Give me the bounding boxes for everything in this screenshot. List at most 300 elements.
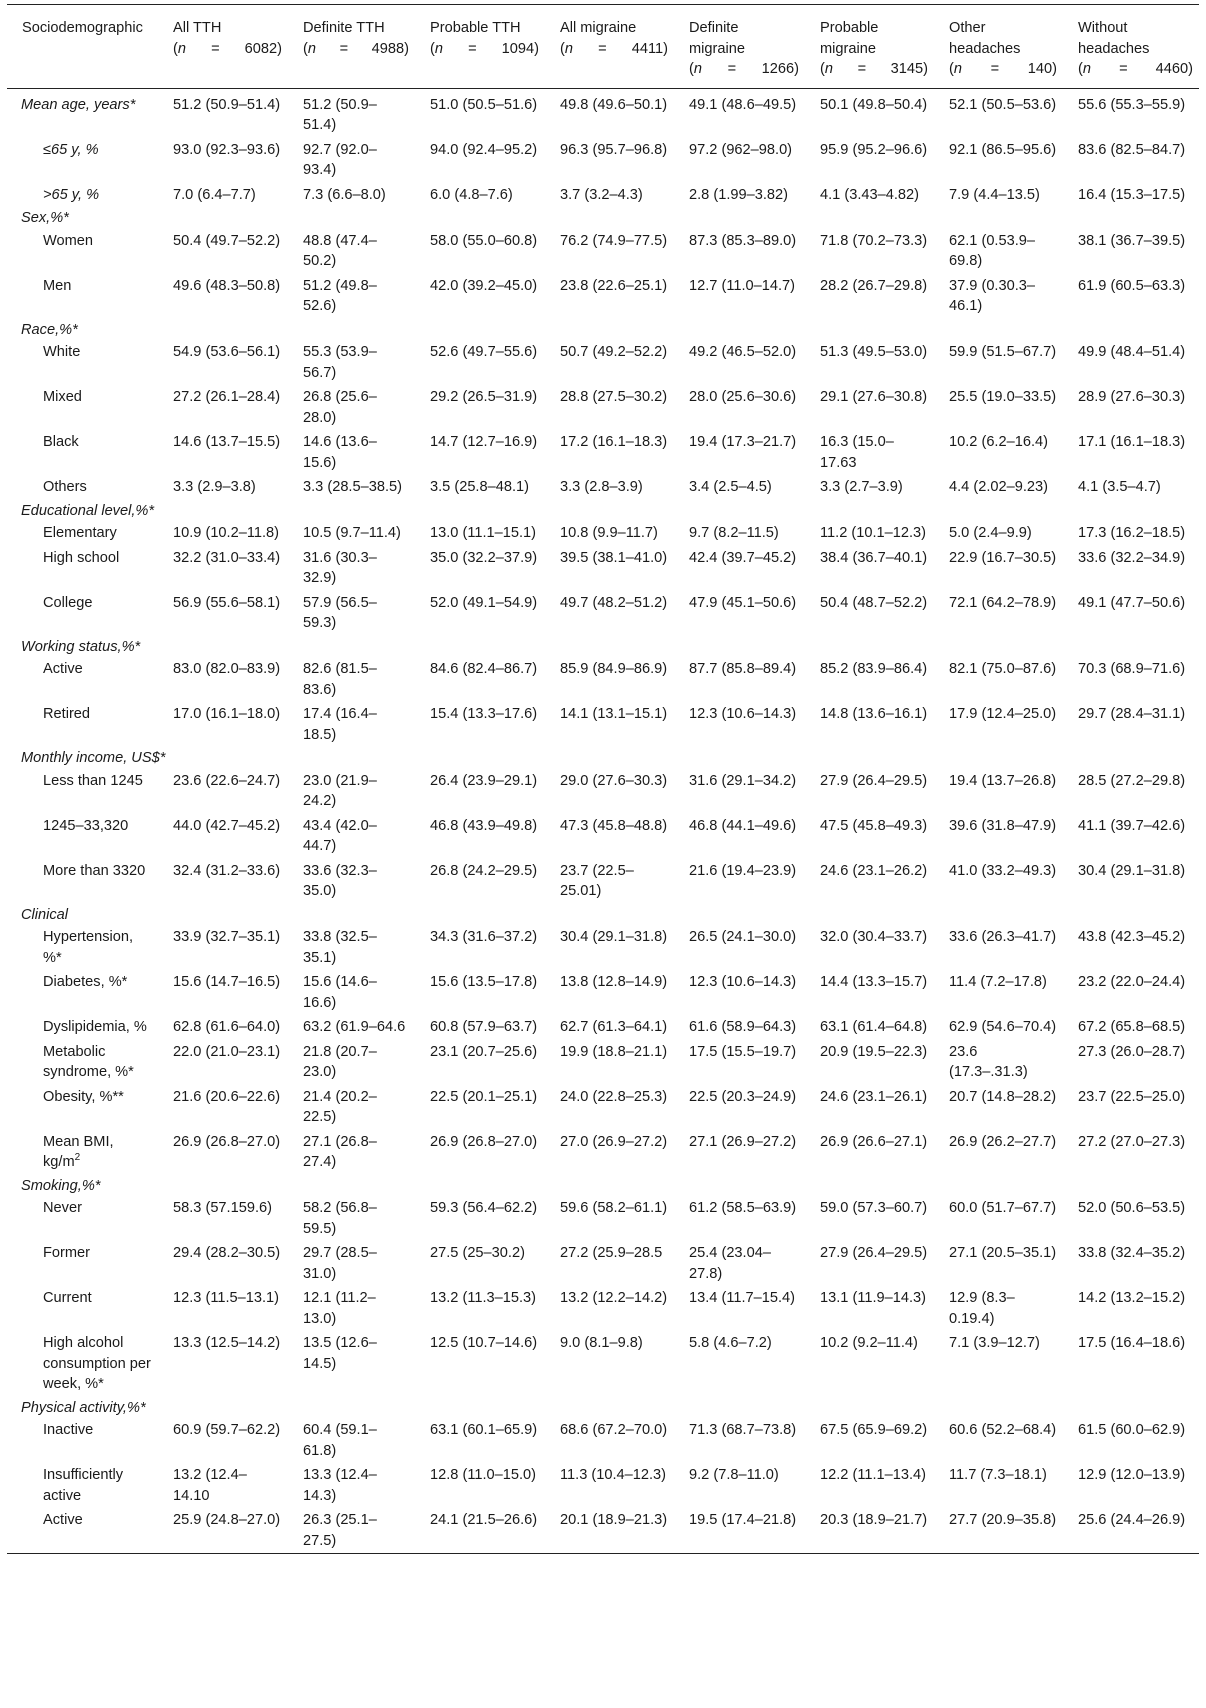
header-n bbox=[689, 59, 799, 80]
row-label-text: Mean age, years* bbox=[21, 96, 136, 113]
header-n bbox=[949, 59, 1057, 80]
table-cell: 59.6 (58.2–61.1) bbox=[560, 1200, 668, 1216]
section-label: Clinical bbox=[21, 906, 69, 923]
table-cell: 28.8 (27.5–30.2) bbox=[560, 389, 668, 405]
table-cell: 10.2 (6.2–16.4) bbox=[949, 434, 1048, 450]
n-count: 6082 bbox=[244, 40, 278, 57]
table-cell: 41.1 (39.7–42.6) bbox=[1078, 817, 1186, 834]
table-cell: 21.6 (19.4–23.9) bbox=[689, 862, 797, 879]
section-row bbox=[7, 747, 1199, 769]
row-label bbox=[7, 521, 158, 546]
table-cell: 14.8 (13.6–16.1) bbox=[820, 706, 928, 722]
row-label-text: College bbox=[43, 594, 93, 611]
row-label bbox=[7, 546, 158, 591]
row-label bbox=[7, 657, 158, 702]
table-cell: 67.2 (65.8–68.5) bbox=[1078, 1019, 1186, 1035]
table-cell: 54.9 (53.6–56.1) bbox=[173, 344, 281, 360]
table-cell: 28.2 (26.7–29.8) bbox=[820, 277, 928, 294]
table-cell: 14.4 (13.3–15.7) bbox=[820, 974, 928, 990]
header-title: headaches bbox=[1078, 40, 1150, 57]
section-row bbox=[7, 319, 1199, 341]
table-cell: 38.4 (36.7–40.1) bbox=[820, 549, 928, 566]
table-cell: 49.9 (48.4–51.4) bbox=[1078, 344, 1186, 360]
table-cell: 49.2 (46.5–52.0) bbox=[689, 344, 797, 360]
table-row bbox=[7, 1130, 1199, 1175]
table-row bbox=[7, 970, 1199, 1015]
table-cell: 33.8 (32.5–35.1) bbox=[303, 929, 377, 966]
header-col bbox=[934, 5, 1063, 89]
table-cell: 17.2 (16.1–18.3) bbox=[560, 434, 668, 450]
table-cell: 34.3 (31.6–37.2) bbox=[430, 929, 538, 945]
table-cell: 29.0 (27.6–30.3) bbox=[560, 772, 668, 789]
header-col bbox=[674, 5, 805, 89]
n-count: 1094 bbox=[501, 40, 535, 57]
table-cell: 7.1 (3.9–12.7) bbox=[949, 1335, 1040, 1351]
table-cell: 10.5 (9.7–11.4) bbox=[303, 525, 401, 541]
table-cell: 3.3 (2.8–3.9) bbox=[560, 479, 643, 495]
table-body bbox=[7, 88, 1199, 1554]
table-cell: 5.8 (4.6–7.2) bbox=[689, 1335, 772, 1351]
header-row bbox=[7, 5, 1199, 89]
table-cell: 83.0 (82.0–83.9) bbox=[173, 661, 281, 677]
table-row bbox=[7, 925, 1199, 970]
row-label-text: Diabetes, %* bbox=[43, 974, 128, 990]
row-label-text: Women bbox=[43, 232, 94, 249]
table-cell: 63.2 (61.9–64.6 bbox=[303, 1019, 406, 1035]
table-cell: 31.6 (30.3–32.9) bbox=[303, 549, 377, 586]
table-cell: 12.3 (11.5–13.1) bbox=[173, 1290, 280, 1306]
table-row bbox=[7, 1015, 1199, 1040]
table-cell: 24.6 (23.1–26.2) bbox=[820, 862, 928, 879]
row-label bbox=[7, 1418, 158, 1463]
row-label bbox=[7, 1463, 158, 1508]
table-cell: 33.6 (32.2–34.9) bbox=[1078, 549, 1186, 566]
table-cell: 60.9 (59.7–62.2) bbox=[173, 1422, 281, 1438]
table-cell: 17.4 (16.4–18.5) bbox=[303, 706, 377, 743]
table-cell: 19.4 (17.3–21.7) bbox=[689, 434, 797, 450]
header-title: Without bbox=[1078, 20, 1128, 36]
table-cell: 84.6 (82.4–86.7) bbox=[430, 661, 538, 677]
row-label-text: Elementary bbox=[43, 525, 117, 541]
table-cell: 27.1 (26.9–27.2) bbox=[689, 1133, 797, 1150]
row-label bbox=[7, 229, 158, 274]
row-label bbox=[7, 1331, 158, 1397]
n-equals: = bbox=[727, 61, 737, 77]
table-cell: 12.7 (11.0–14.7) bbox=[689, 277, 796, 294]
table-cell: 42.0 (39.2–45.0) bbox=[430, 277, 538, 294]
table-cell: 4.1 (3.5–4.7) bbox=[1078, 479, 1161, 495]
table-cell: 22.5 (20.3–24.9) bbox=[689, 1088, 797, 1105]
table-cell: 82.6 (81.5–83.6) bbox=[303, 661, 377, 698]
row-label bbox=[7, 925, 158, 970]
table-cell: 27.7 (20.9–35.8) bbox=[949, 1512, 1057, 1528]
row-label-text: Inactive bbox=[43, 1422, 94, 1438]
row-label-text: Insufficiently active bbox=[43, 1467, 124, 1504]
table-cell: 9.2 (7.8–11.0) bbox=[689, 1467, 779, 1483]
table-cell: 17.0 (16.1–18.0) bbox=[173, 706, 281, 722]
table-cell: 19.5 (17.4–21.8) bbox=[689, 1512, 797, 1528]
table-cell: 33.9 (32.7–35.1) bbox=[173, 929, 281, 945]
table-row bbox=[7, 814, 1199, 859]
table-cell: 17.5 (15.5–19.7) bbox=[689, 1043, 797, 1060]
table-cell: 23.1 (20.7–25.6) bbox=[430, 1043, 538, 1060]
table-cell: 59.0 (57.3–60.7) bbox=[820, 1200, 928, 1216]
table-cell: 61.9 (60.5–63.3) bbox=[1078, 277, 1186, 294]
row-label-text: Less than 1245 bbox=[43, 772, 143, 789]
table-row bbox=[7, 859, 1199, 904]
table-cell: 11.2 (10.1–12.3) bbox=[820, 525, 927, 541]
header-n bbox=[820, 59, 928, 80]
table-cell: 11.7 (7.3–18.1) bbox=[949, 1467, 1047, 1483]
n-value bbox=[891, 59, 928, 80]
table-row bbox=[7, 1286, 1199, 1331]
table-cell: 12.9 (12.0–13.9) bbox=[1078, 1467, 1186, 1483]
table-cell: 6.0 (4.8–7.6) bbox=[430, 186, 513, 203]
table-cell: 59.9 (51.5–67.7) bbox=[949, 344, 1057, 360]
table-cell: 27.5 (25–30.2) bbox=[430, 1245, 525, 1261]
table-cell: 70.3 (68.9–71.6) bbox=[1078, 661, 1186, 677]
table-cell: 52.0 (50.6–53.5) bbox=[1078, 1200, 1186, 1216]
row-label bbox=[7, 274, 158, 319]
row-label-text: Metabolic syndrome, %* bbox=[43, 1043, 134, 1080]
table-cell: 26.3 (25.1–27.5) bbox=[303, 1512, 377, 1549]
table-cell: 48.8 (47.4–50.2) bbox=[303, 232, 377, 269]
table-cell: 20.3 (18.9–21.7) bbox=[820, 1512, 928, 1528]
table-cell: 95.9 (95.2–96.6) bbox=[820, 141, 928, 158]
row-label-text: Black bbox=[43, 434, 79, 450]
table-cell: 15.6 (13.5–17.8) bbox=[430, 974, 538, 990]
header-col bbox=[1063, 5, 1199, 89]
table-cell: 20.9 (19.5–22.3) bbox=[820, 1043, 928, 1060]
table-cell: 32.2 (31.0–33.4) bbox=[173, 549, 281, 566]
table-cell: 62.8 (61.6–64.0) bbox=[173, 1019, 281, 1035]
table-cell: 23.7 (22.5–25.0) bbox=[1078, 1088, 1186, 1105]
table-cell: 50.4 (48.7–52.2) bbox=[820, 594, 928, 611]
n-value bbox=[502, 39, 539, 60]
table-cell: 13.4 (11.7–15.4) bbox=[689, 1290, 796, 1306]
table-cell: 10.9 (10.2–11.8) bbox=[173, 525, 280, 541]
row-label-text: More than 3320 bbox=[43, 862, 146, 879]
n-label: (n bbox=[303, 40, 316, 57]
row-label bbox=[7, 859, 158, 904]
table-cell: 33.8 (32.4–35.2) bbox=[1078, 1245, 1186, 1261]
table-cell: 50.7 (49.2–52.2) bbox=[560, 344, 668, 360]
table-cell: 3.7 (3.2–4.3) bbox=[560, 186, 643, 203]
table-cell: 26.9 (26.8–27.0) bbox=[430, 1133, 538, 1150]
header-col bbox=[415, 5, 545, 89]
header-title: migraine bbox=[689, 40, 745, 57]
row-label bbox=[7, 138, 158, 183]
row-label bbox=[7, 591, 158, 636]
table-cell: 60.4 (59.1–61.8) bbox=[303, 1422, 377, 1459]
row-label bbox=[7, 1085, 158, 1130]
table-cell: 16.3 (15.0–17.63 bbox=[820, 434, 894, 471]
row-label bbox=[7, 702, 158, 747]
table-cell: 52.6 (49.7–55.6) bbox=[430, 344, 538, 360]
table-cell: 20.1 (18.9–21.3) bbox=[560, 1512, 668, 1528]
table-cell: 29.7 (28.4–31.1) bbox=[1078, 706, 1186, 722]
table-cell: 14.6 (13.6–15.6) bbox=[303, 434, 377, 471]
table-cell: 71.8 (70.2–73.3) bbox=[820, 232, 928, 249]
row-label-text: White bbox=[43, 344, 81, 360]
row-label bbox=[7, 475, 158, 500]
table-cell: 3.3 (2.7–3.9) bbox=[820, 479, 903, 495]
table-cell: 5.0 (2.4–9.9) bbox=[949, 525, 1032, 541]
table-row bbox=[7, 88, 1199, 138]
table-cell: 19.9 (18.8–21.1) bbox=[560, 1043, 668, 1060]
header-title: Definite bbox=[689, 20, 739, 36]
n-label: (n bbox=[1078, 61, 1091, 77]
table-cell: 25.5 (19.0–33.5) bbox=[949, 389, 1057, 405]
table-cell: 11.4 (7.2–17.8) bbox=[949, 974, 1047, 990]
table-row bbox=[7, 1508, 1199, 1554]
header-n bbox=[303, 39, 409, 60]
table-cell: 67.5 (65.9–69.2) bbox=[820, 1422, 928, 1438]
n-count: 4460 bbox=[1155, 61, 1189, 77]
table-row bbox=[7, 1196, 1199, 1241]
row-label bbox=[7, 1286, 158, 1331]
table-cell: 26.9 (26.8–27.0) bbox=[173, 1133, 281, 1150]
table-cell: 3.5 (25.8–48.1) bbox=[430, 479, 529, 495]
table-cell: 39.6 (31.8–47.9) bbox=[949, 817, 1057, 834]
table-cell: 17.3 (16.2–18.5) bbox=[1078, 525, 1186, 541]
table-cell: 13.2 (11.3–15.3) bbox=[430, 1290, 537, 1306]
table-cell: 13.3 (12.5–14.2) bbox=[173, 1335, 281, 1351]
table-cell: 62.1 (0.53.9–69.8) bbox=[949, 232, 1036, 269]
table-row bbox=[7, 546, 1199, 591]
row-label bbox=[7, 1040, 158, 1085]
table-row bbox=[7, 183, 1199, 208]
table-cell: 13.2 (12.4–14.10 bbox=[173, 1467, 247, 1504]
table-cell: 27.2 (27.0–27.3) bbox=[1078, 1133, 1186, 1150]
table-cell: 63.1 (61.4–64.8) bbox=[820, 1019, 928, 1035]
n-equals: = bbox=[598, 40, 607, 57]
table-cell: 27.2 (26.1–28.4) bbox=[173, 389, 281, 405]
table-row bbox=[7, 274, 1199, 319]
table-cell: 11.3 (10.4–12.3) bbox=[560, 1467, 667, 1483]
table-cell: 51.2 (50.9–51.4) bbox=[303, 96, 377, 133]
table-cell: 23.6 (17.3–.31.3) bbox=[949, 1043, 1028, 1080]
section-label: Physical activity,%* bbox=[21, 1399, 146, 1416]
n-label: (n bbox=[560, 40, 573, 57]
table-cell: 24.0 (22.8–25.3) bbox=[560, 1088, 668, 1105]
table-cell: 56.9 (55.6–58.1) bbox=[173, 594, 281, 611]
table-row bbox=[7, 1040, 1199, 1085]
table-cell: 33.6 (32.3–35.0) bbox=[303, 862, 377, 899]
table-row bbox=[7, 1331, 1199, 1397]
table-cell: 61.2 (58.5–63.9) bbox=[689, 1200, 797, 1216]
section-label: Educational level,%* bbox=[21, 502, 155, 519]
header-col bbox=[158, 5, 288, 89]
row-label-text: Obesity, %** bbox=[43, 1088, 124, 1105]
table-cell: 12.3 (10.6–14.3) bbox=[689, 706, 797, 722]
row-label bbox=[7, 1241, 158, 1286]
n-equals: = bbox=[990, 61, 1000, 77]
header-title: All migraine bbox=[560, 20, 637, 36]
table-cell: 30.4 (29.1–31.8) bbox=[560, 929, 668, 945]
row-label bbox=[7, 1015, 158, 1040]
table-cell: 26.8 (25.6–28.0) bbox=[303, 389, 377, 426]
table-header bbox=[7, 5, 1199, 89]
table-cell: 12.1 (11.2–13.0) bbox=[303, 1290, 376, 1327]
table-cell: 61.6 (58.9–64.3) bbox=[689, 1019, 797, 1035]
table-cell: 27.9 (26.4–29.5) bbox=[820, 772, 928, 789]
table-cell: 13.1 (11.9–14.3) bbox=[820, 1290, 927, 1306]
table-cell: 15.6 (14.7–16.5) bbox=[173, 974, 281, 990]
table-cell: 52.0 (49.1–54.9) bbox=[430, 594, 538, 611]
row-label bbox=[7, 970, 158, 1015]
row-label-text: >65 y, % bbox=[43, 186, 100, 203]
table-cell: 92.1 (86.5–95.6) bbox=[949, 141, 1057, 158]
row-label-text: Mixed bbox=[43, 389, 82, 405]
table-cell: 17.9 (12.4–25.0) bbox=[949, 706, 1057, 722]
table-row bbox=[7, 430, 1199, 475]
n-equals: = bbox=[1119, 61, 1128, 77]
table-cell: 9.0 (8.1–9.8) bbox=[560, 1335, 643, 1351]
table-cell: 57.9 (56.5–59.3) bbox=[303, 594, 377, 631]
section-label: Monthly income, US$* bbox=[21, 750, 166, 766]
n-count: 4411 bbox=[631, 40, 664, 57]
table-cell: 25.6 (24.4–26.9) bbox=[1078, 1512, 1186, 1528]
header-title: Other bbox=[949, 20, 986, 36]
table-cell: 7.3 (6.6–8.0) bbox=[303, 186, 386, 203]
table-cell: 68.6 (67.2–70.0) bbox=[560, 1422, 668, 1438]
row-label-text: Men bbox=[43, 277, 72, 294]
table-cell: 4.4 (2.02–9.23) bbox=[949, 479, 1048, 495]
table-cell: 62.7 (61.3–64.1) bbox=[560, 1019, 668, 1035]
header-title: Probable bbox=[820, 20, 879, 36]
table-cell: 60.6 (52.2–68.4) bbox=[949, 1422, 1057, 1438]
n-value bbox=[245, 39, 282, 60]
table-row bbox=[7, 702, 1199, 747]
table-cell: 26.9 (26.6–27.1) bbox=[820, 1133, 928, 1150]
table-cell: 49.6 (48.3–50.8) bbox=[173, 277, 281, 294]
table-cell: 72.1 (64.2–78.9) bbox=[949, 594, 1057, 611]
header-n bbox=[430, 39, 539, 60]
table-cell: 28.5 (27.2–29.8) bbox=[1078, 772, 1186, 789]
n-count: 4988 bbox=[371, 40, 405, 57]
table-cell: 49.8 (49.6–50.1) bbox=[560, 96, 668, 113]
n-close: ) bbox=[794, 61, 799, 77]
table-cell: 47.9 (45.1–50.6) bbox=[689, 594, 797, 611]
table-cell: 22.0 (21.0–23.1) bbox=[173, 1043, 281, 1060]
table-cell: 50.1 (49.8–50.4) bbox=[820, 96, 928, 113]
row-label-text: 1245–33,320 bbox=[43, 817, 129, 834]
n-label: (n bbox=[949, 61, 962, 77]
n-close: ) bbox=[1188, 61, 1193, 77]
table-cell: 27.1 (20.5–35.1) bbox=[949, 1245, 1057, 1261]
table-cell: 19.4 (13.7–26.8) bbox=[949, 772, 1057, 789]
n-equals: = bbox=[211, 40, 220, 57]
row-label-text: High alcohol consumption per week, %* bbox=[43, 1335, 151, 1392]
table-cell: 13.5 (12.6–14.5) bbox=[303, 1335, 377, 1372]
table-cell: 97.2 (962–98.0) bbox=[689, 141, 793, 158]
table-cell: 27.2 (25.9–28.5 bbox=[560, 1245, 663, 1261]
table-cell: 25.4 (23.04–27.8) bbox=[689, 1245, 771, 1282]
row-label bbox=[7, 183, 158, 208]
table-cell: 52.1 (50.5–53.6) bbox=[949, 96, 1057, 113]
row-label bbox=[7, 769, 158, 814]
table-cell: 47.5 (45.8–49.3) bbox=[820, 817, 928, 834]
table-cell: 59.3 (56.4–62.2) bbox=[430, 1200, 538, 1216]
table-row bbox=[7, 138, 1199, 183]
table-cell: 76.2 (74.9–77.5) bbox=[560, 232, 668, 249]
section-row bbox=[7, 636, 1199, 658]
header-n bbox=[1078, 59, 1193, 80]
section-row bbox=[7, 1397, 1199, 1419]
header-title: Definite TTH bbox=[303, 20, 385, 36]
header-sociodemographic: Sociodemographic bbox=[22, 20, 143, 36]
table-row bbox=[7, 229, 1199, 274]
table-cell: 12.2 (11.1–13.4) bbox=[820, 1467, 927, 1483]
table-cell: 51.0 (50.5–51.6) bbox=[430, 96, 538, 113]
n-label: (n bbox=[820, 61, 833, 77]
table-cell: 22.5 (20.1–25.1) bbox=[430, 1088, 538, 1105]
table-cell: 46.8 (43.9–49.8) bbox=[430, 817, 538, 834]
table-cell: 61.5 (60.0–62.9) bbox=[1078, 1422, 1186, 1438]
table-row bbox=[7, 385, 1199, 430]
table-cell: 42.4 (39.7–45.2) bbox=[689, 549, 797, 566]
header-title: headaches bbox=[949, 40, 1021, 57]
table-cell: 28.0 (25.6–30.6) bbox=[689, 389, 797, 405]
table-cell: 43.8 (42.3–45.2) bbox=[1078, 929, 1186, 945]
table-cell: 23.2 (22.0–24.4) bbox=[1078, 974, 1186, 990]
table-cell: 51.2 (50.9–51.4) bbox=[173, 96, 281, 113]
table-cell: 17.5 (16.4–18.6) bbox=[1078, 1335, 1186, 1351]
table-cell: 32.0 (30.4–33.7) bbox=[820, 929, 928, 945]
section-label: Working status,%* bbox=[21, 638, 141, 655]
table-cell: 13.3 (12.4–14.3) bbox=[303, 1467, 377, 1504]
n-close: ) bbox=[1052, 61, 1057, 77]
row-label bbox=[7, 385, 158, 430]
section-label: Smoking,%* bbox=[21, 1177, 101, 1194]
n-label: (n bbox=[173, 40, 186, 57]
table-cell: 23.8 (22.6–25.1) bbox=[560, 277, 668, 294]
n-label: (n bbox=[689, 61, 702, 77]
table-cell: 21.6 (20.6–22.6) bbox=[173, 1088, 281, 1105]
row-label-text: High school bbox=[43, 549, 120, 566]
table-cell: 13.8 (12.8–14.9) bbox=[560, 974, 668, 990]
table-row bbox=[7, 340, 1199, 385]
table-cell: 14.7 (12.7–16.9) bbox=[430, 434, 538, 450]
table-cell: 39.5 (38.1–41.0) bbox=[560, 549, 668, 566]
table-cell: 15.6 (14.6–16.6) bbox=[303, 974, 377, 1011]
table-cell: 21.8 (20.7–23.0) bbox=[303, 1043, 377, 1080]
table-cell: 62.9 (54.6–70.4) bbox=[949, 1019, 1057, 1035]
row-label bbox=[7, 814, 158, 859]
row-label-text: Active bbox=[43, 1512, 83, 1528]
table-cell: 63.1 (60.1–65.9) bbox=[430, 1422, 538, 1438]
sociodemographic-table bbox=[7, 4, 1199, 1554]
row-label-text: Never bbox=[43, 1200, 82, 1216]
table-cell: 17.1 (16.1–18.3) bbox=[1078, 434, 1186, 450]
n-value bbox=[1028, 59, 1057, 80]
table-cell: 24.1 (21.5–26.6) bbox=[430, 1512, 538, 1528]
row-label-text: Retired bbox=[43, 706, 91, 722]
table-row bbox=[7, 591, 1199, 636]
table-cell: 29.1 (27.6–30.8) bbox=[820, 389, 928, 405]
table-cell: 46.8 (44.1–49.6) bbox=[689, 817, 797, 834]
table-cell: 15.4 (13.3–17.6) bbox=[430, 706, 538, 722]
table-cell: 9.7 (8.2–11.5) bbox=[689, 525, 779, 541]
table-cell: 10.2 (9.2–11.4) bbox=[820, 1335, 918, 1351]
table-row bbox=[7, 521, 1199, 546]
n-close: ) bbox=[277, 40, 282, 57]
table-cell: 29.7 (28.5–31.0) bbox=[303, 1245, 377, 1282]
header-title: All TTH bbox=[173, 20, 222, 36]
n-close: ) bbox=[534, 40, 539, 57]
table-cell: 12.3 (10.6–14.3) bbox=[689, 974, 797, 990]
